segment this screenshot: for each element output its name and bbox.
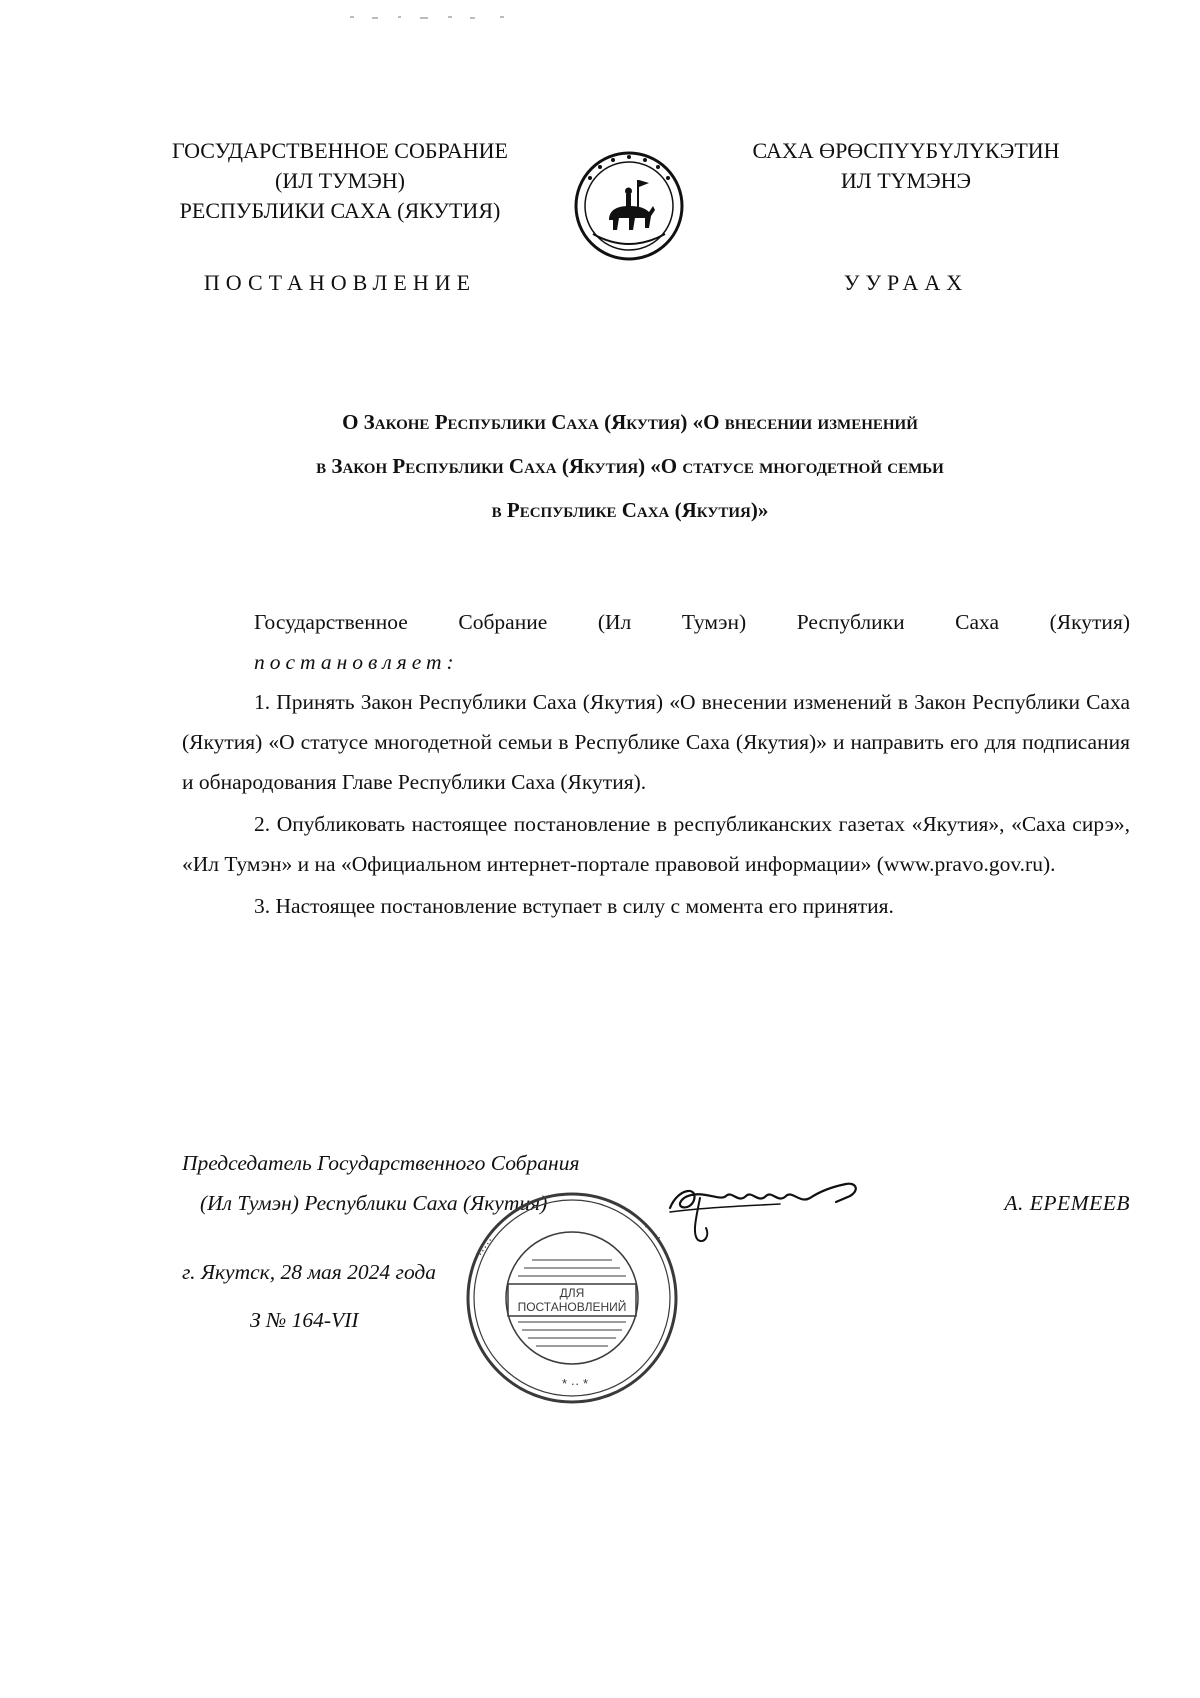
issuer-russian-line2: (ИЛ ТУМЭН) — [275, 168, 405, 193]
intro-paragraph — [182, 602, 1130, 682]
signatory-name: А. ЕРЕМЕЕВ — [1004, 1191, 1130, 1215]
issuer-yakut — [716, 136, 1096, 196]
issuer-russian-line3: РЕСПУБЛИКИ САХА (ЯКУТИЯ) — [179, 198, 501, 223]
stamp-center-line1: ДЛЯ — [559, 1286, 585, 1300]
item-3: 3. Настоящее постановление вступает в силу с момента его принятия. — [254, 894, 894, 918]
document-title — [200, 400, 1060, 532]
handwritten-signature — [660, 1178, 865, 1248]
svg-text:* ·· *: * ·· * — [562, 1376, 588, 1391]
title-line1: О Законе Республики Саха (Якутия) «О внесении изменений — [342, 410, 918, 434]
title-line3: в Республике Саха (Якутия)» — [491, 498, 769, 522]
svg-text:·····: ····· — [472, 1233, 497, 1260]
intro-text: Государственное Собрание (Ил Тумэн) Республики Саха (Якутия) — [254, 610, 1130, 634]
issuer-russian-line1: ГОСУДАРСТВЕННОЕ СОБРАНИЕ — [171, 138, 508, 163]
scan-noise-marks — [350, 14, 510, 22]
stamp-center-line2: ПОСТАНОВЛЕНИЙ — [517, 1300, 627, 1314]
document-body — [182, 602, 1130, 928]
resolves-text: постановляет: — [254, 650, 459, 674]
issuer-russian — [150, 136, 530, 226]
doc-type-yakut: УУРААХ — [843, 270, 969, 295]
item-2: 2. Опубликовать настоящее постановление в республиканских газетах «Якутия», «Саха сирэ», «Ил Тумэн» и на «Официальном интернет-портале правовой информации» (www.pravo.gov.ru). — [182, 812, 1130, 876]
item-1: 1. Принять Закон Республики Саха (Якутия) «О внесении изменений в Закон Республики Саха (Якутия) «О статусе многодетной семьи в Республике Саха (Якутия)» и направить его для подписания и обнародования Главе Республики Саха (Якутия). — [182, 690, 1130, 794]
title-line2: в Закон Республики Саха (Якутия) «О статусе многодетной семьи — [316, 454, 944, 478]
doc-type-russian: ПОСТАНОВЛЕНИЕ — [203, 270, 477, 295]
official-seal-stamp — [462, 1188, 682, 1408]
coat-of-arms-emblem-icon — [573, 150, 685, 262]
signatory-title-line1: Председатель Государственного Собрания — [182, 1151, 580, 1175]
issuer-yakut-line1: САХА ӨРӨСПҮҮБҮЛҮКЭТИН — [752, 138, 1060, 163]
signatory-title-line2: (Ил Тумэн) Республики Саха (Якутия) — [200, 1191, 548, 1215]
svg-text:·····: ····· — [640, 1218, 667, 1245]
place-and-date: г. Якутск, 28 мая 2024 года — [182, 1260, 437, 1284]
document-number: З № 164-VII — [250, 1308, 359, 1332]
issuer-yakut-line2: ИЛ ТҮМЭНЭ — [840, 168, 972, 193]
